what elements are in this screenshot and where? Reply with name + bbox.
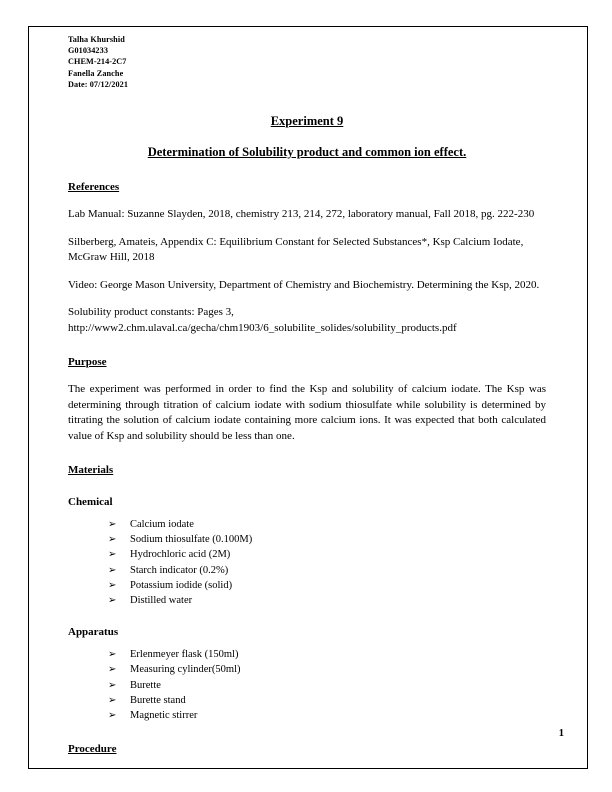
procedure-heading-row — [68, 739, 546, 757]
purpose-heading-row — [68, 352, 546, 370]
section-heading-references: References — [68, 181, 120, 194]
list-item — [108, 517, 546, 532]
page-subtitle: Determination of Solubility product and common ion effect. — [147, 145, 467, 160]
reference-entry-3: Video: George Mason University, Department of Chemistry and Biochemistry. Determining the Ksp, 2020. — [68, 278, 540, 291]
apparatus-list — [68, 647, 546, 723]
solubility-constants-url[interactable]: http://www2.chm.ulaval.ca/gecha/chm1903/6_solubilite_solides/solubility_products.pdf — [68, 321, 457, 334]
arrow-bullet-icon: ➢ — [108, 595, 117, 607]
chemical-list — [68, 517, 546, 608]
list-item — [108, 532, 546, 547]
arrow-bullet-icon: ➢ — [108, 519, 117, 531]
purpose-body: The experiment was performed in order to find the Ksp and solubility of calcium iodate. The Ksp was determining through titration of calcium iodate with sodium thiosulfate while solubility is determined by titrating the solution of calcium iodate containing more calcium ions. It was expected that both calculated value of Ksp and solubility should be less than one. — [68, 383, 546, 442]
list-item-label: Sodium thiosulfate (0.100M) — [130, 534, 253, 546]
list-item-label: Potassium iodide (solid) — [130, 579, 233, 591]
header-line-course: CHEM-214-2C7 — [68, 57, 127, 67]
arrow-bullet-icon: ➢ — [108, 679, 117, 691]
arrow-bullet-icon: ➢ — [108, 664, 117, 676]
section-heading-purpose: Purpose — [68, 356, 107, 369]
arrow-bullet-icon: ➢ — [108, 649, 117, 661]
solubility-constants-label: Solubility product constants: Pages 3, — [68, 306, 234, 319]
subtitle-block — [68, 143, 546, 161]
list-item-label: Distilled water — [130, 595, 193, 607]
list-item-label: Starch indicator (0.2%) — [130, 564, 229, 576]
document-content — [68, 34, 546, 757]
arrow-bullet-icon: ➢ — [108, 549, 117, 561]
sub-heading-chemical: Chemical — [68, 496, 113, 509]
list-item-label: Measuring cylinder(50ml) — [130, 664, 241, 676]
list-item-label: Erlenmeyer flask (150ml) — [130, 649, 239, 661]
list-item — [108, 693, 546, 708]
page-number: 1 — [558, 728, 564, 739]
reference-solubility-constants — [68, 305, 546, 336]
list-item — [108, 708, 546, 723]
reference-entry-1: Lab Manual: Suzanne Slayden, 2018, chemistry 213, 214, 272, laboratory manual, Fall 2018, pg. 222-230 — [68, 208, 535, 221]
list-item — [108, 593, 546, 608]
list-item — [108, 678, 546, 693]
student-header-block — [68, 34, 546, 90]
chemical-heading-row — [68, 492, 546, 510]
list-item — [108, 563, 546, 578]
arrow-bullet-icon: ➢ — [108, 579, 117, 591]
list-item — [108, 662, 546, 677]
reference-entry-2: Silberberg, Amateis, Appendix C: Equilibrium Constant for Selected Substances*, Ksp Calcium Iodate, McGraw Hill, 2018 — [68, 235, 524, 264]
list-item — [108, 647, 546, 662]
header-line-student-id: G01034233 — [68, 46, 109, 56]
arrow-bullet-icon: ➢ — [108, 534, 117, 546]
list-item-label: Burette — [130, 679, 161, 691]
title-block — [68, 112, 546, 130]
list-item-label: Burette stand — [130, 694, 186, 706]
list-item-label: Hydrochloric acid (2M) — [130, 549, 231, 561]
list-item-label: Calcium iodate — [130, 519, 194, 531]
header-line-name: Talha Khurshid — [68, 35, 125, 44]
header-line-instructor: Fanella Zanche — [68, 68, 124, 78]
list-item — [108, 578, 546, 593]
arrow-bullet-icon: ➢ — [108, 710, 117, 722]
list-item — [108, 547, 546, 562]
list-item-label: Magnetic stirrer — [130, 710, 198, 722]
arrow-bullet-icon: ➢ — [108, 694, 117, 706]
sub-heading-apparatus: Apparatus — [68, 626, 119, 639]
arrow-bullet-icon: ➢ — [108, 564, 117, 576]
apparatus-heading-row — [68, 622, 546, 640]
section-heading-procedure: Procedure — [68, 743, 117, 756]
page-title: Experiment 9 — [270, 114, 344, 129]
materials-heading-row — [68, 460, 546, 478]
header-line-date: Date: 07/12/2021 — [68, 79, 129, 89]
references-heading-row — [68, 177, 546, 195]
section-heading-materials: Materials — [68, 464, 114, 477]
